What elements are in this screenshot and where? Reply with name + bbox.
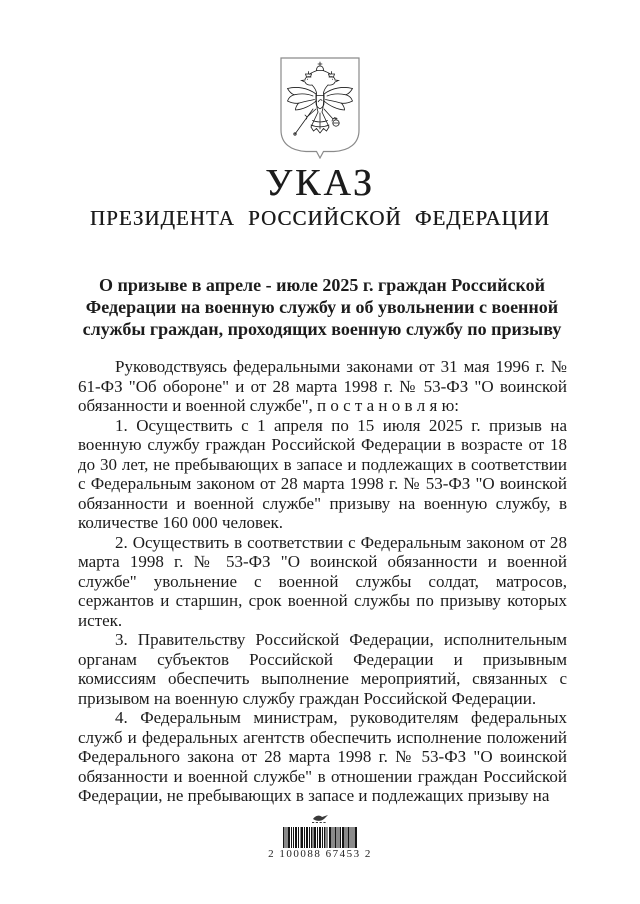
document-issuer-title: ПРЕЗИДЕНТА РОССИЙСКОЙ ФЕДЕРАЦИИ xyxy=(89,206,551,230)
body-paragraph: 3. Правительству Российской Федерации, исполнительным органам субъектов Российской Федерации и призывным комиссиям обеспечить выполнение мероприятий, связанных с призывом на военную службу граждан Российской Федерации. xyxy=(78,630,567,708)
subject-line: службы граждан, проходящих военную службу по призыву xyxy=(82,319,562,339)
coat-of-arms-russia-icon xyxy=(280,57,360,159)
body-paragraph: 1. Осуществить с 1 апреля по 15 июля 2025 г. призыв на военную службу граждан Российской Федерации в возрасте от 18 до 30 лет, не пребывающих в запасе и подлежащих в соответствии с Федеральным законом от 28 марта 1998 г. № 53-ФЗ "О воинской обязанности и военной службе" призыву на военную службу, в количестве 160 000 человек. xyxy=(78,415,567,532)
subject-line: О призыве в апреле - июле 2025 г. граждан Российской xyxy=(98,275,546,295)
document-subject xyxy=(78,274,566,340)
footer xyxy=(0,813,640,860)
barcode-digits: 2 100088 67453 2 xyxy=(268,848,372,860)
document-kind-title: УКАЗ xyxy=(265,162,375,204)
document-body xyxy=(78,357,567,806)
barcode-icon xyxy=(283,827,357,848)
body-paragraph: 4. Федеральным министрам, руководителям федеральных служб и федеральных агентств обеспечить исполнение положений Федерального закона от 28 марта 1998 г. № 53-ФЗ "О воинской обязанности и военной службе" в отношении граждан Российской Федерации, не пребывающих в запасе и подлежащих призыву на xyxy=(78,708,567,805)
subject-line: Федерации на военную службу и об увольнении с военной xyxy=(85,297,559,317)
body-paragraph: 2. Осуществить в соответствии с Федеральным законом от 28 марта 1998 г. № 53-ФЗ "О воинской обязанности и военной службе" увольнение с военной службы солдат, матросов, сержантов и старшин, срок военной службы по призыву которых истек. xyxy=(78,532,567,630)
body-paragraph: Руководствуясь федеральными законами от 31 мая 1996 г. № 61-ФЗ "Об обороне" и от 28 марта 1998 г. № 53-ФЗ "О воинской обязанности и военной службе", п о с т а н о в л я ю: xyxy=(78,357,567,415)
printer-mark-icon xyxy=(307,813,333,826)
